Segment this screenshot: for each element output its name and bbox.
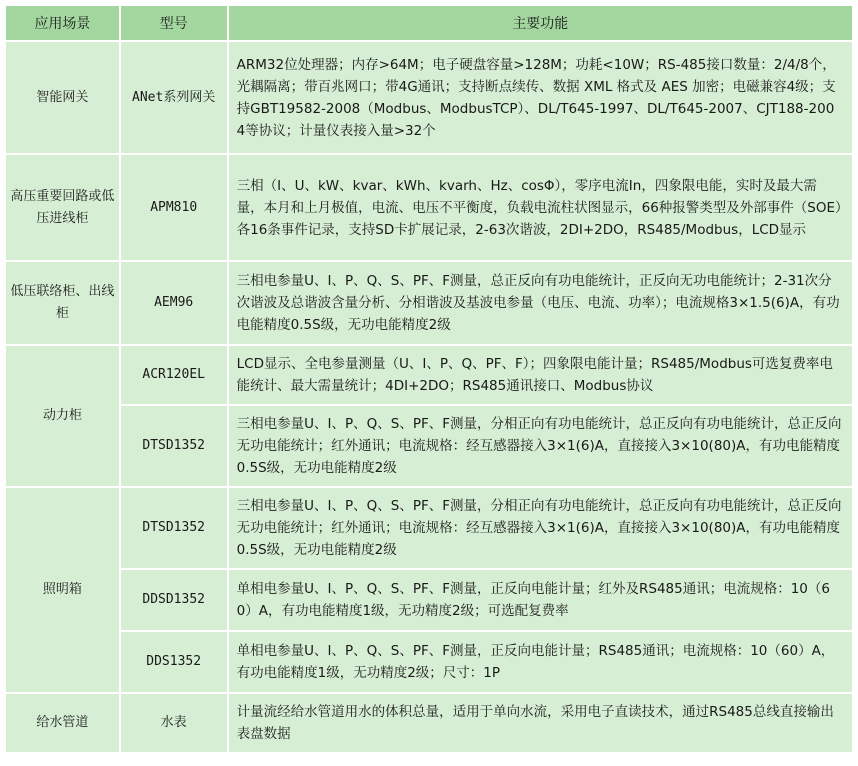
model-cell: APM810 xyxy=(120,154,228,261)
model-cell: 水表 xyxy=(120,693,228,753)
table-row xyxy=(5,261,853,345)
model-cell: ACR120EL xyxy=(120,345,228,405)
header-scene: 应用场景 xyxy=(5,5,120,41)
model-cell: DDSD1352 xyxy=(120,569,228,631)
header-model: 型号 xyxy=(120,5,228,41)
table-row xyxy=(5,154,853,261)
table-row xyxy=(5,631,853,693)
product-table xyxy=(4,4,854,754)
table-row xyxy=(5,405,853,487)
scene-cell: 给水管道 xyxy=(5,693,120,753)
function-cell: LCD显示、全电参量测量（U、I、P、Q、PF、F）；四象限电能计量；RS485/Modbus可选复费率电能统计、最大需量统计；4DI+2DO；RS485通讯接口、Modbus协议 xyxy=(228,345,853,405)
function-cell: ARM32位处理器；内存>64M；电子硬盘容量>128M；功耗<10W；RS-485接口数量：2/4/8个，光耦隔离；带百兆网口；带4G通讯；支持断点续传、数据 XML 格式及 AES 加密；电磁兼容4级；支持GBT19582-2008（Modbus、ModbusTCP）、DL/T645-1997、DL/T645-2007、CJT188-2004等协议；计量仪表接入量>32个 xyxy=(228,41,853,154)
scene-cell: 动力柜 xyxy=(5,345,120,487)
table-row xyxy=(5,345,853,405)
model-cell: DTSD1352 xyxy=(120,487,228,569)
scene-cell: 照明箱 xyxy=(5,487,120,693)
scene-cell: 智能网关 xyxy=(5,41,120,154)
function-cell: 计量流经给水管道用水的体积总量，适用于单向水流，采用电子直读技术，通过RS485总线直接输出表盘数据 xyxy=(228,693,853,753)
model-cell: ANet系列网关 xyxy=(120,41,228,154)
table-header-row xyxy=(5,5,853,41)
function-cell: 单相电参量U、I、P、Q、S、PF、F测量，正反向电能计量；RS485通讯；电流规格：10（60）A，有功电能精度1级，无功精度2级；尺寸：1P xyxy=(228,631,853,693)
function-cell: 单相电参量U、I、P、Q、S、PF、F测量，正反向电能计量；红外及RS485通讯；电流规格：10（60）A，有功电能精度1级，无功精度2级；可选配复费率 xyxy=(228,569,853,631)
table-row xyxy=(5,569,853,631)
table-row xyxy=(5,693,853,753)
scene-cell: 高压重要回路或低压进线柜 xyxy=(5,154,120,261)
table-row xyxy=(5,487,853,569)
scene-cell: 低压联络柜、出线柜 xyxy=(5,261,120,345)
model-cell: AEM96 xyxy=(120,261,228,345)
function-cell: 三相电参量U、I、P、Q、S、PF、F测量，分相正向有功电能统计，总正反向有功电能统计，总正反向无功电能统计；红外通讯；电流规格：经互感器接入3×1(6)A，直接接入3×10(80)A，有功电能精度0.5S级，无功电能精度2级 xyxy=(228,487,853,569)
table-row xyxy=(5,41,853,154)
header-function: 主要功能 xyxy=(228,5,853,41)
function-cell: 三相（I、U、kW、kvar、kWh、kvarh、Hz、cosΦ），零序电流In，四象限电能，实时及最大需量，本月和上月极值，电流、电压不平衡度，负载电流柱状图显示，66种报警类型及外部事件（SOE）各16条事件记录，支持SD卡扩展记录，2-63次谐波，2DI+2DO，RS485/Modbus，LCD显示 xyxy=(228,154,853,261)
function-cell: 三相电参量U、I、P、Q、S、PF、F测量，总正反向有功电能统计，正反向无功电能统计；2-31次分次谐波及总谐波含量分析、分相谐波及基波电参量（电压、电流、功率）；电流规格3×1.5(6)A，有功电能精度0.5S级，无功电能精度2级 xyxy=(228,261,853,345)
function-cell: 三相电参量U、I、P、Q、S、PF、F测量，分相正向有功电能统计，总正反向有功电能统计，总正反向无功电能统计；红外通讯；电流规格：经互感器接入3×1(6)A，直接接入3×10(80)A，有功电能精度0.5S级，无功电能精度2级 xyxy=(228,405,853,487)
model-cell: DDS1352 xyxy=(120,631,228,693)
model-cell: DTSD1352 xyxy=(120,405,228,487)
